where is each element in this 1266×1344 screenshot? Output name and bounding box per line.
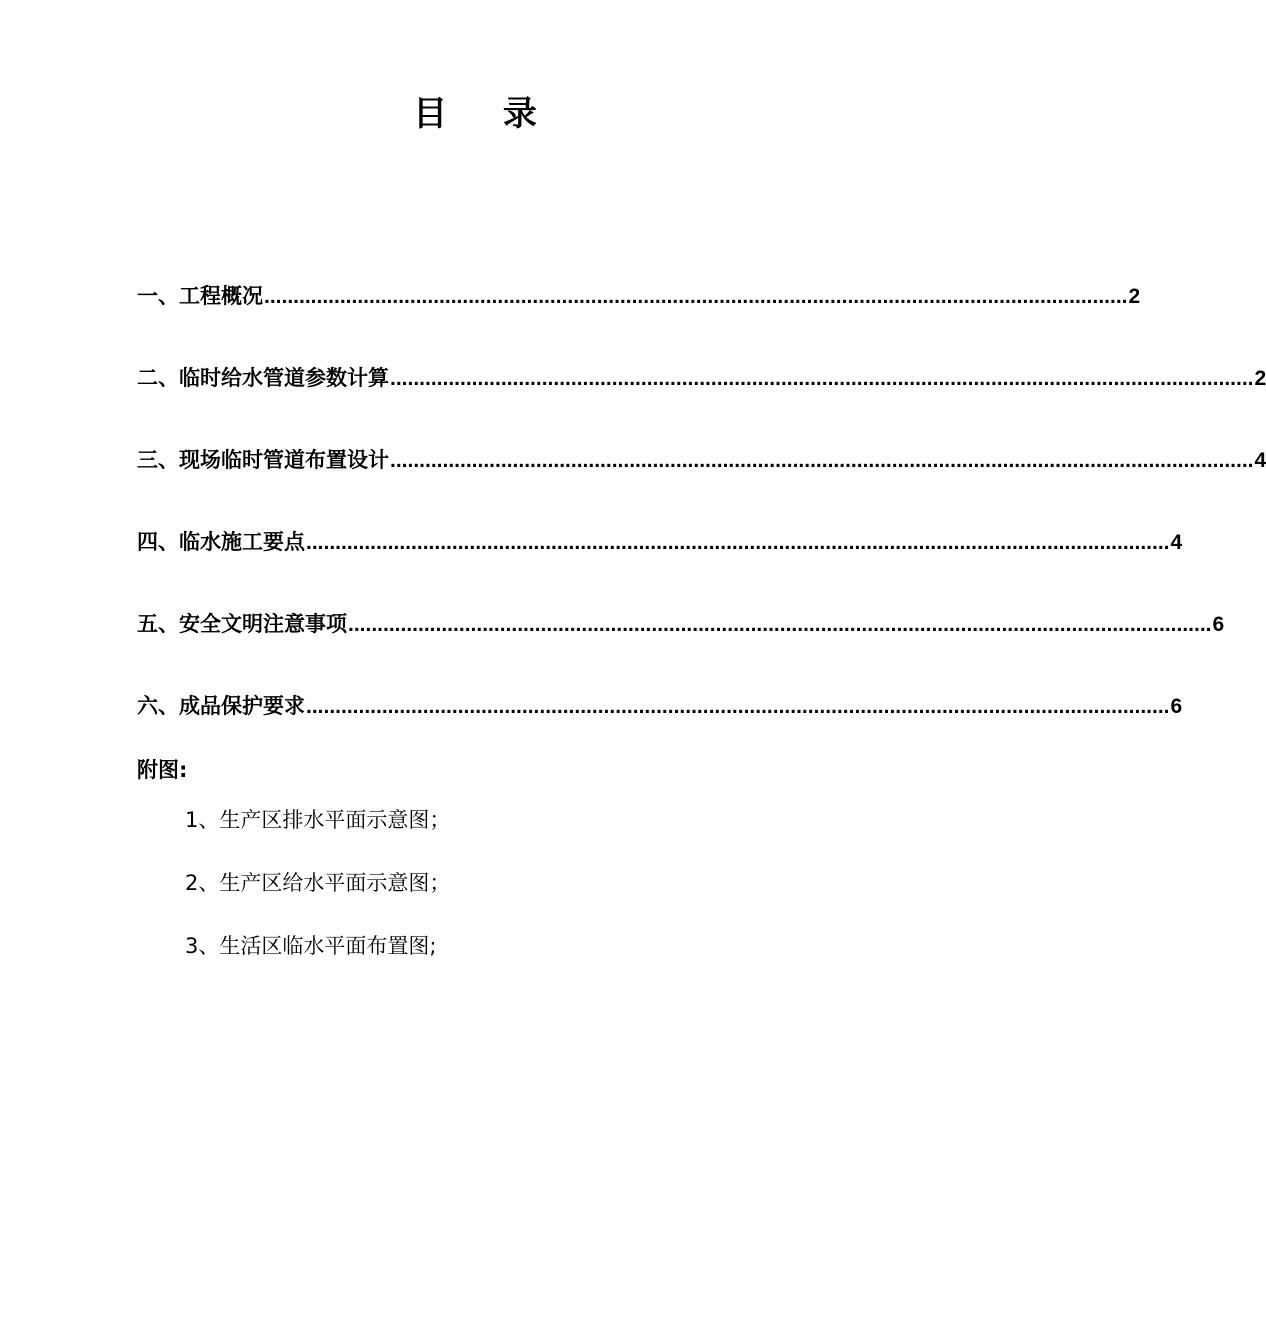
toc-leader-dots: .................................................................................................................................................... <box>348 613 1212 636</box>
appendix-item: 2、生产区给水平面示意图； <box>185 871 451 895</box>
toc-entry-label: 三、现场临时管道布置设计 <box>137 448 389 472</box>
toc-entry-1[interactable] <box>137 276 1141 358</box>
toc-leader-dots: .................................................................................................................................................... <box>264 285 1128 308</box>
toc-entry-label: 一、工程概况 <box>137 284 263 308</box>
toc-page-number: 6 <box>1170 695 1183 718</box>
toc-page-number: 4 <box>1170 531 1183 554</box>
toc-entry-label: 六、成品保护要求 <box>137 694 305 718</box>
appendix-list <box>185 800 450 989</box>
toc-entry-3[interactable] <box>137 440 1266 522</box>
toc-page-number: 6 <box>1212 613 1225 636</box>
toc-entry-4[interactable] <box>137 522 1183 604</box>
toc-leader-dots: .................................................................................................................................................... <box>390 449 1254 472</box>
page-title: 目 录 <box>413 94 559 134</box>
toc-entry-5[interactable] <box>137 604 1225 686</box>
toc-page-number: 2 <box>1128 285 1141 308</box>
appendix-item: 1、生产区排水平面示意图； <box>185 808 451 832</box>
toc-page-number: 4 <box>1254 449 1266 472</box>
toc-entry-label: 五、安全文明注意事项 <box>137 612 347 636</box>
table-of-contents <box>137 276 1266 768</box>
toc-entry-label: 四、临水施工要点 <box>137 530 305 554</box>
toc-leader-dots: .................................................................................................................................................... <box>390 367 1254 390</box>
appendix-item: 3、生活区临水平面布置图; <box>185 934 437 958</box>
toc-leader-dots: .................................................................................................................................................... <box>306 531 1170 554</box>
toc-leader-dots: .................................................................................................................................................... <box>306 695 1170 718</box>
appendix-heading: 附图: <box>137 758 188 782</box>
toc-page-number: 2 <box>1254 367 1266 390</box>
toc-entry-6[interactable] <box>137 686 1183 768</box>
toc-entry-2[interactable] <box>137 358 1266 440</box>
toc-entry-label: 二、临时给水管道参数计算 <box>137 366 389 390</box>
